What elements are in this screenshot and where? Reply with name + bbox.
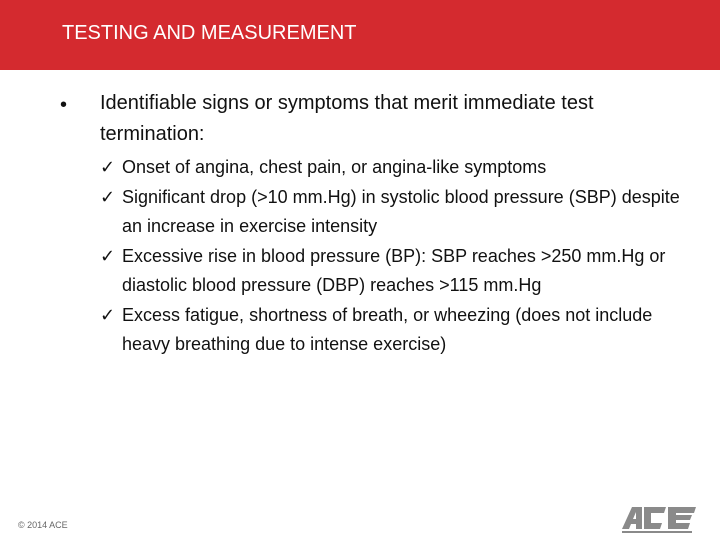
slide-title: TESTING AND MEASUREMENT xyxy=(62,22,357,44)
list-item xyxy=(100,153,680,183)
list-item-text: Excess fatigue, shortness of breath, or wheezing (does not include heavy breathing due to intense exercise) xyxy=(122,304,653,354)
checkmark-icon: ✓ xyxy=(100,245,116,267)
checkmark-icon: ✓ xyxy=(100,157,116,178)
bullet-marker: • xyxy=(60,94,68,116)
list-item-text: Significant drop (>10 mm.Hg) in systolic blood pressure (SBP) despite an increase in exercise intensity xyxy=(122,186,680,236)
checkmark-icon: ✓ xyxy=(100,186,116,208)
list-item xyxy=(100,183,680,242)
main-bullet-text: Identifiable signs or symptoms that merit immediate test termination: xyxy=(100,92,594,145)
list-item-text: Excessive rise in blood pressure (BP): SBP reaches >250 mm.Hg or diastolic blood pressure (DBP) reaches >115 mm.Hg xyxy=(122,245,666,295)
list-item xyxy=(100,301,680,360)
ace-logo xyxy=(622,505,710,535)
list-item xyxy=(100,242,680,301)
symptom-list xyxy=(100,153,680,360)
checkmark-icon: ✓ xyxy=(100,304,116,326)
copyright-text: © 2014 ACE xyxy=(18,520,68,530)
list-item-text: Onset of angina, chest pain, or angina-like symptoms xyxy=(122,157,547,177)
